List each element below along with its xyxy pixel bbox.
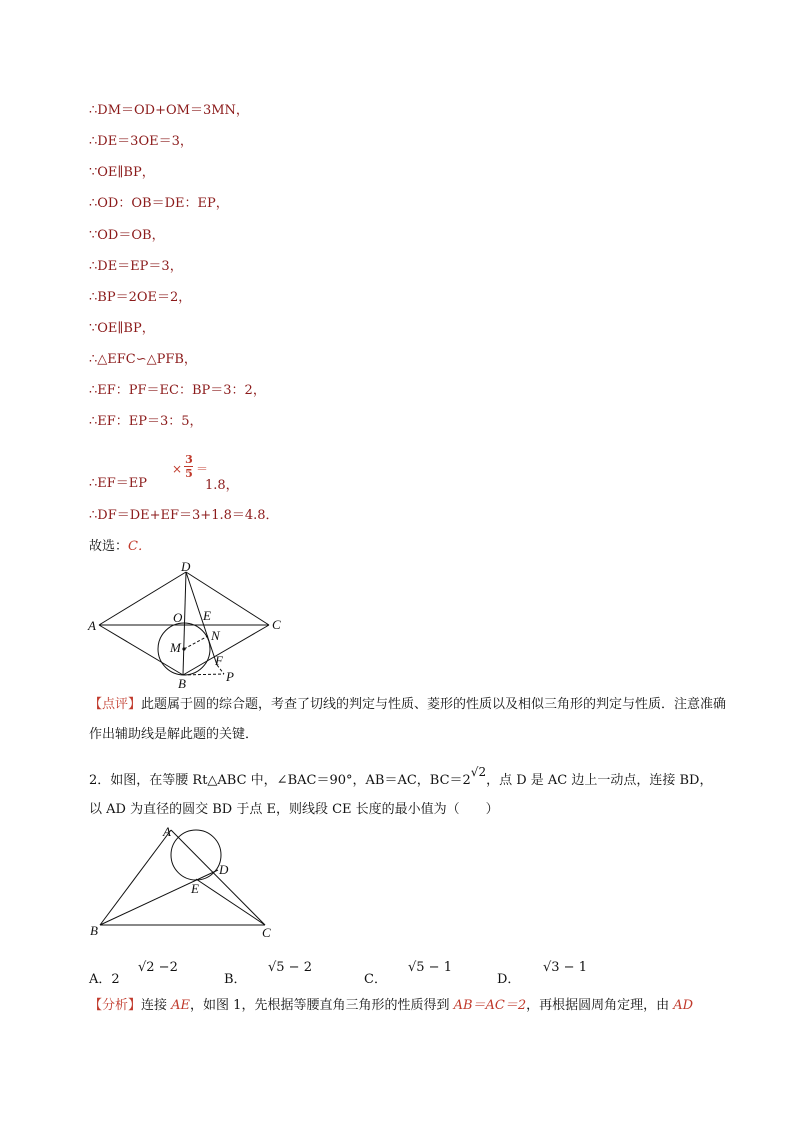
seg-BC [183, 625, 269, 675]
step-11: ∴EF：EP＝3：5， [89, 414, 203, 429]
analysis-text-a: 连接 [141, 998, 172, 1013]
frac-equals: ＝ [196, 462, 209, 476]
q2-line1 [89, 765, 713, 789]
label-F: F [215, 653, 223, 668]
option-a-label: A．2 [89, 972, 120, 987]
label-D: D [181, 559, 191, 574]
label-C: C [272, 617, 281, 632]
step-7: ∴BP＝2OE＝2， [89, 290, 192, 305]
option-d[interactable] [497, 960, 587, 987]
step-1: ∴DM＝OD+OM＝3MN， [89, 103, 249, 118]
q2-line2: 以 AD 为直径的圆交 BD 于点 E，则线段 CE 长度的最小值为（ ） [89, 802, 499, 817]
seg-DF [186, 572, 217, 665]
analysis-line [89, 998, 693, 1014]
step-3: ∵OE∥BP， [89, 165, 155, 180]
label-O: O [173, 610, 183, 625]
step-8: ∵OE∥BP， [89, 321, 155, 336]
q2-line1-a: 2．如图，在等腰 Rt△ABC 中，∠BAC＝90°，AB＝AC，BC＝2 [89, 773, 471, 788]
ef-line-suffix: 1.8， [205, 478, 239, 493]
choose-answer: C． [128, 539, 151, 554]
q2-line1-b: ，点 D 是 AC 边上一动点，连接 BD， [486, 773, 713, 788]
label-A2: A [163, 824, 171, 839]
label-P: P [226, 669, 234, 684]
figure-triangle-circle [88, 822, 288, 940]
seg-EC2 [196, 879, 265, 925]
seg-BD2 [100, 870, 218, 925]
label-N: N [211, 628, 220, 643]
label-D2: D [219, 862, 229, 877]
frac-denominator: 5 [185, 467, 193, 480]
analysis-ae: AE [171, 998, 191, 1013]
label-M: M [170, 640, 181, 655]
choose-line [89, 539, 151, 555]
step-6: ∴DE＝EP＝3， [89, 259, 183, 274]
option-c[interactable] [364, 960, 452, 987]
option-c-value: √5 − 1 [408, 960, 452, 975]
comment-tag: 【点评】 [89, 697, 142, 712]
comment-text: 此题属于圆的综合题，考查了切线的判定与性质、菱形的性质以及相似三角形的判定与性质．注意准确作出辅助线是解此题的关键． [89, 697, 727, 742]
frac-numerator: 3 [185, 453, 193, 466]
seg-MN [184, 636, 208, 649]
label-E2: E [191, 881, 199, 896]
step-5: ∵OD＝OB， [89, 228, 165, 243]
label-B: B [178, 676, 186, 691]
seg-AB2 [100, 830, 171, 925]
point-M [182, 647, 185, 650]
option-d-value: √3 − 1 [543, 960, 587, 975]
step-4: ∴OD：OB＝DE：EP， [89, 196, 229, 211]
seg-DC [186, 572, 269, 625]
analysis-text-c: ，再根据圆周角定理，由 [526, 998, 674, 1013]
step-9: ∴△EFC∽△PFB， [89, 352, 197, 367]
analysis-eq: AB＝AC＝2 [453, 998, 527, 1013]
step-2: ∴DE＝3OE＝3， [89, 134, 193, 149]
label-A: A [88, 618, 96, 633]
option-a-value: √2 −2 [138, 960, 178, 975]
label-C2: C [262, 925, 271, 940]
analysis-text-b: ，如图 1，先根据等腰直角三角形的性质得到 [190, 998, 454, 1013]
option-a[interactable] [89, 960, 178, 987]
analysis-ad: AD [673, 998, 694, 1013]
q2-sqrt: √2 [470, 765, 487, 779]
comment-block [89, 690, 729, 750]
option-b-value: √5 − 2 [268, 960, 312, 975]
analysis-tag: 【分析】 [89, 998, 142, 1013]
option-c-label: C． [364, 972, 387, 987]
ef-line-prefix: ∴EF＝EP [89, 476, 148, 491]
figure-rhombus-circle [86, 559, 326, 691]
option-b-label: B． [224, 972, 247, 987]
option-d-label: D． [497, 972, 521, 987]
label-B2: B [90, 923, 98, 938]
option-b[interactable] [224, 960, 312, 987]
label-E: E [203, 608, 211, 623]
choose-label: 故选： [89, 539, 129, 554]
times-sign: × [172, 462, 183, 476]
step-10: ∴EF：PF＝EC：BP＝3：2， [89, 383, 266, 398]
df-line: ∴DF＝DE+EF＝3+1.8＝4.8． [89, 508, 279, 523]
